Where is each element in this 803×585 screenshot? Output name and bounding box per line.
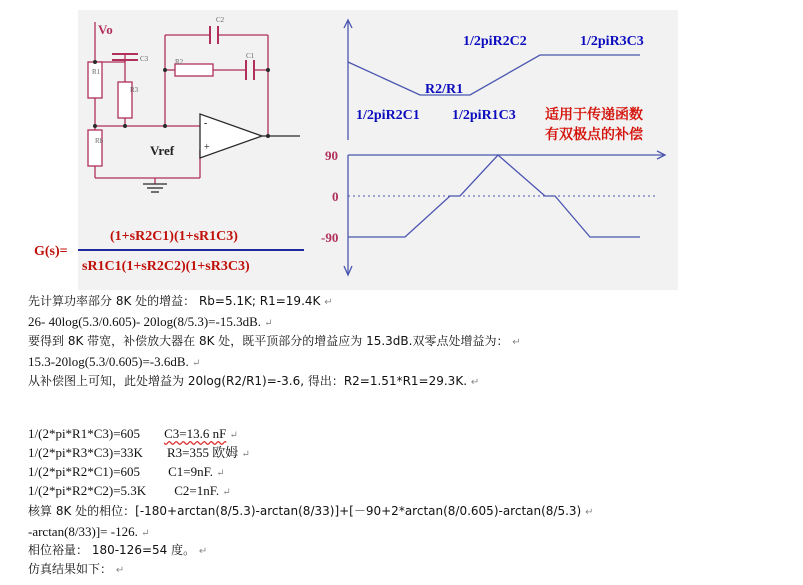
label-low-left: 1/2piR2C1 [356,108,420,123]
formula-fraction-bar [78,249,304,251]
text-line5: 从补偿图上可知，此处增益为 20log(R2/R1)=-3.6, 得出：R2=1.51*R1=29.3K. ↵ [28,374,480,388]
text-line3: 要得到 8K 带宽，补偿放大器在 8K 处，既平顶部分的增益应为 15.3dB.双零点处增益为： ↵ [28,334,521,348]
phase-tick-0: 0 [332,189,339,204]
note-line2: 有双极点的补偿 [545,127,643,143]
c3-label: C3 [140,55,149,63]
phase-tick-minus90: -90 [321,230,339,245]
vo-label: Vo [98,22,113,37]
rb-resistor [88,130,102,166]
label-top-right: 1/2piR3C3 [580,34,644,49]
label-low-right: 1/2piR1C3 [452,108,516,123]
eq1: 1/(2*pi*R1*C3)=605 C3=13.6 nF ↵ [28,426,238,441]
phase-check: 核算 8K 处的相位：[-180+arctan(8/5.3)-arctan(8/33)]+[－90+2*arctan(8/0.605)-arctan(8/5.3) ↵ [28,504,594,518]
text-line4: 15.3-20log(5.3/0.605)=-3.6dB. ↵ [28,354,201,369]
label-top-left: 1/2piR2C2 [463,34,527,49]
vref-label: Vref [150,143,175,158]
c2-label: C2 [216,16,225,24]
r1-label: R1 [92,68,101,76]
compensation-figure [0,0,803,290]
formula-lhs: G(s)= [34,244,68,259]
text-line2: 26- 40log(5.3/0.605)- 20log(8/5.3)=-15.3dB. ↵ [28,314,273,329]
plus-sign: + [204,142,210,153]
c1-label: C1 [246,52,255,60]
sim-result: 仿真结果如下： ↵ [28,562,125,576]
rb-label: Rb [95,137,104,145]
label-mid: R2/R1 [425,82,464,97]
eq2: 1/(2*pi*R3*C3)=33K R3=355 欧姆 ↵ [28,445,250,460]
formula-denominator: sR1C1(1+sR2C2)(1+sR3C3) [82,259,250,274]
formula-numerator: (1+sR2C1)(1+sR1C3) [110,229,238,244]
eq3: 1/(2*pi*R2*C1)=605 C1=9nF. ↵ [28,464,225,479]
eq4: 1/(2*pi*R2*C2)=5.3K C2=1nF. ↵ [28,483,231,498]
phase-tick-90: 90 [325,148,338,163]
note-line1: 适用于传递函数 [545,107,643,123]
r2-label: R2 [175,58,184,66]
phase-check-cont: -arctan(8/33)]= -126. ↵ [28,524,150,539]
minus-sign: - [204,118,208,129]
text-line1: 先计算功率部分 8K 处的增益： Rb=5.1K; R1=19.4K ↵ [28,294,333,308]
r3-label: R3 [130,86,139,94]
phase-margin: 相位裕量： 180-126=54 度。 ↵ [28,543,208,557]
